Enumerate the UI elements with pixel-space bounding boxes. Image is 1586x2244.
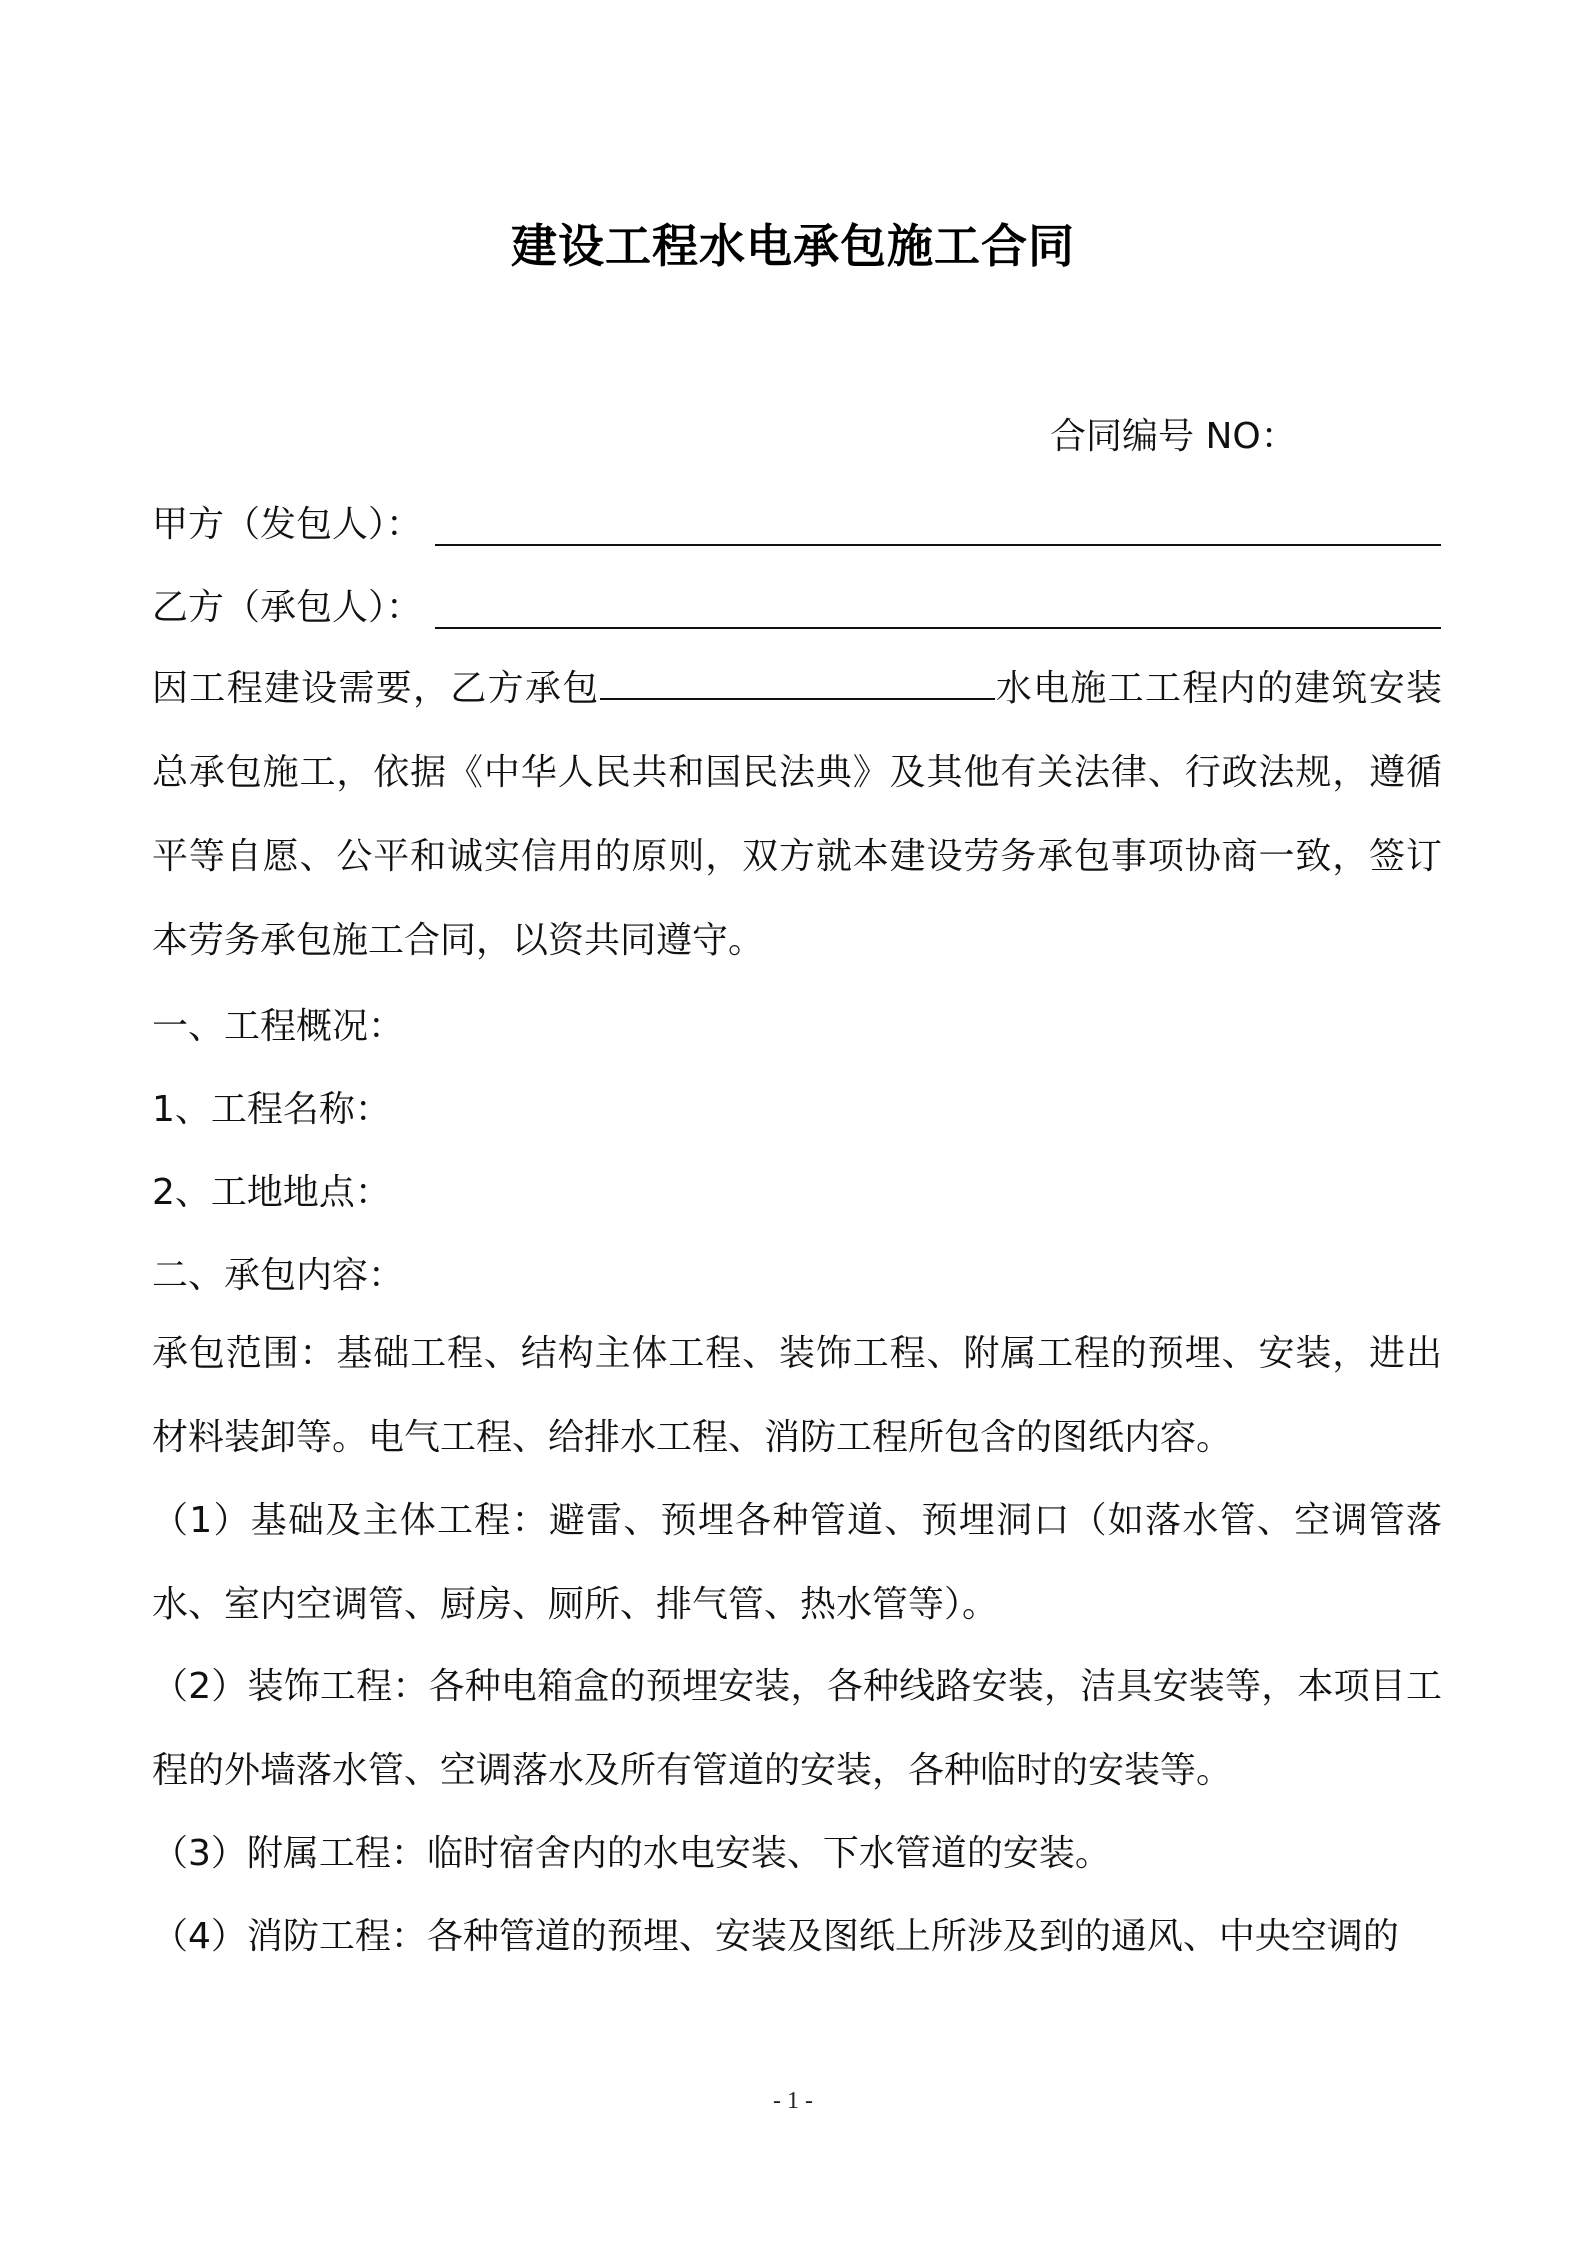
intro-paragraph	[152, 647, 1442, 983]
party-a-label: 甲方（发包人）：	[152, 504, 423, 545]
party-a-blank-line	[435, 544, 1441, 546]
sub-item-3: （3）附属工程：临时宿舍内的水电安装、下水管道的安装。	[152, 1833, 1111, 1874]
site-location-item: 2、工地地点：	[152, 1172, 391, 1213]
intro-part-2: 水电施工工程内的建筑安装总承包施工，依据《中华人民共和国民法典》及其他有关法律、行政法规，遵循平等自愿、公平和诚实信用的原则，双方就本建设劳务承包事项协商一致，签订本劳务承包施工合同，以资共同遵守。	[152, 668, 1442, 961]
sub-item-4: （4）消防工程：各种管道的预埋、安装及图纸上所涉及到的通风、中央空调的	[152, 1916, 1399, 1957]
section-1-heading: 一、工程概况：	[152, 1006, 405, 1047]
contract-title: 建设工程水电承包施工合同	[511, 219, 1075, 273]
page-number: - 1 -	[773, 2088, 813, 2114]
scope-paragraph: 承包范围：基础工程、结构主体工程、装饰工程、附属工程的预埋、安装，进出材料装卸等。电气工程、给排水工程、消防工程所包含的图纸内容。	[152, 1333, 1442, 1458]
project-name-item: 1、工程名称：	[152, 1089, 391, 1130]
sub-item-1: （1）基础及主体工程：避雷、预埋各种管道、预埋洞口（如落水管、空调管落水、室内空调管、厨房、厕所、排气管、热水管等）。	[152, 1500, 1442, 1625]
sub-item-2: （2）装饰工程：各种电箱盒的预埋安装，各种线路安装，洁具安装等，本项目工程的外墙落水管、空调落水及所有管道的安装，各种临时的安装等。	[152, 1666, 1442, 1791]
intro-part-1: 因工程建设需要，乙方承包	[152, 668, 600, 709]
contract-number-label: 合同编号 NO：	[1050, 416, 1297, 457]
project-name-blank	[600, 668, 995, 700]
party-b-blank-line	[435, 627, 1441, 629]
section-2-heading: 二、承包内容：	[152, 1255, 405, 1296]
party-b-label: 乙方（承包人）：	[152, 587, 423, 628]
